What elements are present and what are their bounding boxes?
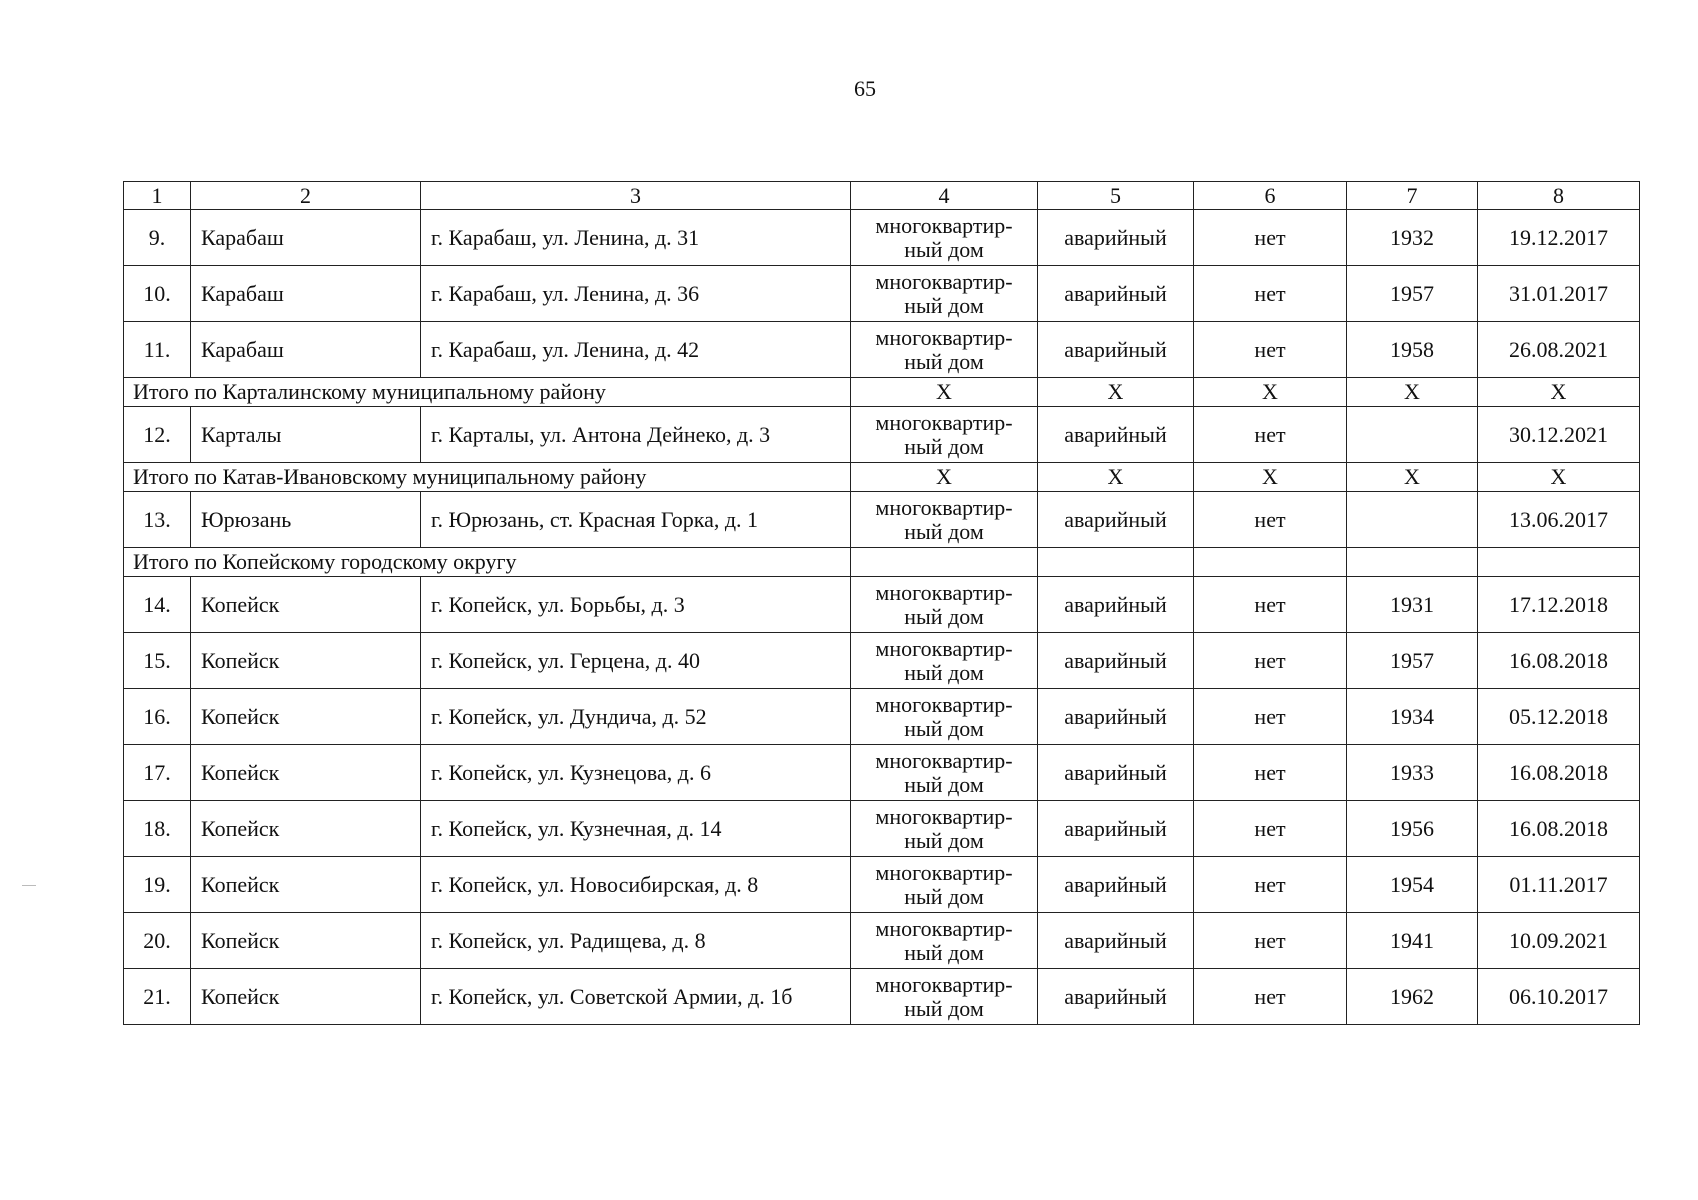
date-cell: 19.12.2017 <box>1478 210 1640 266</box>
settlement-cell: Карталы <box>191 407 421 463</box>
row-number: 11. <box>124 322 191 378</box>
building-type-line: ный дом <box>904 433 984 459</box>
subtotal-mark: X <box>1038 463 1194 492</box>
table-row <box>124 857 1640 913</box>
address-cell: г. Копейск, ул. Борьбы, д. 3 <box>421 577 851 633</box>
row-number: 9. <box>124 210 191 266</box>
address-cell: г. Копейск, ул. Радищева, д. 8 <box>421 913 851 969</box>
building-type-line: ный дом <box>904 603 984 629</box>
subtotal-mark <box>1347 548 1478 577</box>
building-type-line: ный дом <box>904 236 984 262</box>
flag-cell: нет <box>1194 689 1347 745</box>
address-cell: г. Карталы, ул. Антона Дейнеко, д. 3 <box>421 407 851 463</box>
building-type-line: многоквартир- <box>875 324 1013 350</box>
address-cell: г. Карабаш, ул. Ленина, д. 31 <box>421 210 851 266</box>
row-number: 13. <box>124 492 191 548</box>
row-number: 12. <box>124 407 191 463</box>
year-cell: 1931 <box>1347 577 1478 633</box>
column-number-cell: 6 <box>1194 182 1347 210</box>
subtotal-mark: X <box>1478 463 1640 492</box>
table-row <box>124 969 1640 1025</box>
address-cell: г. Карабаш, ул. Ленина, д. 42 <box>421 322 851 378</box>
building-type-cell <box>851 407 1038 463</box>
settlement-cell: Копейск <box>191 745 421 801</box>
subtotal-mark: X <box>1347 378 1478 407</box>
flag-cell: нет <box>1194 969 1347 1025</box>
building-type-cell <box>851 689 1038 745</box>
subtotal-row <box>124 463 1640 492</box>
year-cell: 1934 <box>1347 689 1478 745</box>
column-number-cell: 1 <box>124 182 191 210</box>
year-cell <box>1347 407 1478 463</box>
row-number: 16. <box>124 689 191 745</box>
settlement-cell: Юрюзань <box>191 492 421 548</box>
table-row <box>124 407 1640 463</box>
flag-cell: нет <box>1194 492 1347 548</box>
flag-cell: нет <box>1194 913 1347 969</box>
condition-cell: аварийный <box>1038 492 1194 548</box>
date-cell: 06.10.2017 <box>1478 969 1640 1025</box>
settlement-cell: Копейск <box>191 969 421 1025</box>
margin-mark <box>22 885 36 886</box>
settlement-cell: Карабаш <box>191 322 421 378</box>
row-number: 20. <box>124 913 191 969</box>
date-cell: 17.12.2018 <box>1478 577 1640 633</box>
date-cell: 26.08.2021 <box>1478 322 1640 378</box>
date-cell: 05.12.2018 <box>1478 689 1640 745</box>
condition-cell: аварийный <box>1038 969 1194 1025</box>
flag-cell: нет <box>1194 322 1347 378</box>
flag-cell: нет <box>1194 857 1347 913</box>
flag-cell: нет <box>1194 801 1347 857</box>
date-cell: 16.08.2018 <box>1478 633 1640 689</box>
subtotal-label: Итого по Копейскому городскому округу <box>124 548 851 577</box>
building-type-cell <box>851 322 1038 378</box>
building-type-line: многоквартир- <box>875 747 1013 773</box>
flag-cell: нет <box>1194 745 1347 801</box>
year-cell: 1932 <box>1347 210 1478 266</box>
building-type-line: ный дом <box>904 883 984 909</box>
row-number: 14. <box>124 577 191 633</box>
address-cell: г. Копейск, ул. Герцена, д. 40 <box>421 633 851 689</box>
building-type-cell <box>851 492 1038 548</box>
settlement-cell: Карабаш <box>191 266 421 322</box>
row-number: 17. <box>124 745 191 801</box>
building-type-line: многоквартир- <box>875 859 1013 885</box>
settlement-cell: Копейск <box>191 913 421 969</box>
address-cell: г. Копейск, ул. Советской Армии, д. 1б <box>421 969 851 1025</box>
date-cell: 10.09.2021 <box>1478 913 1640 969</box>
subtotal-mark: X <box>1478 378 1640 407</box>
address-cell: г. Юрюзань, ст. Красная Горка, д. 1 <box>421 492 851 548</box>
flag-cell: нет <box>1194 407 1347 463</box>
condition-cell: аварийный <box>1038 210 1194 266</box>
subtotal-row <box>124 548 1640 577</box>
subtotal-mark: X <box>1194 378 1347 407</box>
condition-cell: аварийный <box>1038 407 1194 463</box>
condition-cell: аварийный <box>1038 857 1194 913</box>
column-number-cell: 3 <box>421 182 851 210</box>
building-type-cell <box>851 210 1038 266</box>
row-number: 18. <box>124 801 191 857</box>
year-cell: 1954 <box>1347 857 1478 913</box>
flag-cell: нет <box>1194 577 1347 633</box>
row-number: 19. <box>124 857 191 913</box>
condition-cell: аварийный <box>1038 266 1194 322</box>
table-row <box>124 266 1640 322</box>
building-type-line: ный дом <box>904 518 984 544</box>
condition-cell: аварийный <box>1038 633 1194 689</box>
date-cell: 16.08.2018 <box>1478 801 1640 857</box>
building-type-line: ный дом <box>904 827 984 853</box>
building-type-cell <box>851 266 1038 322</box>
building-type-line: многоквартир- <box>875 691 1013 717</box>
condition-cell: аварийный <box>1038 689 1194 745</box>
building-type-line: ный дом <box>904 995 984 1021</box>
subtotal-mark: X <box>1194 463 1347 492</box>
subtotal-mark <box>1194 548 1347 577</box>
settlement-cell: Копейск <box>191 689 421 745</box>
building-type-line: ный дом <box>904 348 984 374</box>
building-type-cell <box>851 969 1038 1025</box>
column-number-cell: 7 <box>1347 182 1478 210</box>
settlement-cell: Копейск <box>191 633 421 689</box>
year-cell: 1957 <box>1347 633 1478 689</box>
date-cell: 30.12.2021 <box>1478 407 1640 463</box>
housing-table <box>123 181 1640 1025</box>
subtotal-mark: X <box>1038 378 1194 407</box>
year-cell: 1933 <box>1347 745 1478 801</box>
building-type-line: ный дом <box>904 771 984 797</box>
condition-cell: аварийный <box>1038 801 1194 857</box>
building-type-line: многоквартир- <box>875 409 1013 435</box>
column-number-cell: 8 <box>1478 182 1640 210</box>
subtotal-mark <box>1038 548 1194 577</box>
building-type-line: многоквартир- <box>875 212 1013 238</box>
building-type-line: ный дом <box>904 939 984 965</box>
row-number: 15. <box>124 633 191 689</box>
condition-cell: аварийный <box>1038 577 1194 633</box>
subtotal-mark <box>851 548 1038 577</box>
subtotal-mark: X <box>1347 463 1478 492</box>
year-cell: 1958 <box>1347 322 1478 378</box>
subtotal-row <box>124 378 1640 407</box>
building-type-line: многоквартир- <box>875 915 1013 941</box>
condition-cell: аварийный <box>1038 745 1194 801</box>
settlement-cell: Копейск <box>191 801 421 857</box>
date-cell: 13.06.2017 <box>1478 492 1640 548</box>
row-number: 10. <box>124 266 191 322</box>
table-row <box>124 210 1640 266</box>
address-cell: г. Копейск, ул. Дундича, д. 52 <box>421 689 851 745</box>
condition-cell: аварийный <box>1038 322 1194 378</box>
table-row <box>124 913 1640 969</box>
subtotal-mark: X <box>851 378 1038 407</box>
subtotal-label: Итого по Катав-Ивановскому муниципальному району <box>124 463 851 492</box>
date-cell: 16.08.2018 <box>1478 745 1640 801</box>
building-type-line: многоквартир- <box>875 579 1013 605</box>
table-row <box>124 745 1640 801</box>
building-type-cell <box>851 857 1038 913</box>
building-type-line: многоквартир- <box>875 268 1013 294</box>
building-type-line: многоквартир- <box>875 971 1013 997</box>
year-cell <box>1347 492 1478 548</box>
year-cell: 1956 <box>1347 801 1478 857</box>
flag-cell: нет <box>1194 266 1347 322</box>
flag-cell: нет <box>1194 210 1347 266</box>
column-number-row <box>124 182 1640 210</box>
table-row <box>124 633 1640 689</box>
building-type-line: многоквартир- <box>875 803 1013 829</box>
building-type-line: ный дом <box>904 659 984 685</box>
year-cell: 1962 <box>1347 969 1478 1025</box>
building-type-line: ный дом <box>904 715 984 741</box>
table-row <box>124 492 1640 548</box>
table-row <box>124 689 1640 745</box>
building-type-cell <box>851 745 1038 801</box>
flag-cell: нет <box>1194 633 1347 689</box>
address-cell: г. Копейск, ул. Новосибирская, д. 8 <box>421 857 851 913</box>
page-number: 65 <box>854 76 876 101</box>
table-row <box>124 322 1640 378</box>
year-cell: 1957 <box>1347 266 1478 322</box>
building-type-line: ный дом <box>904 292 984 318</box>
settlement-cell: Карабаш <box>191 210 421 266</box>
subtotal-mark <box>1478 548 1640 577</box>
address-cell: г. Копейск, ул. Кузнечная, д. 14 <box>421 801 851 857</box>
address-cell: г. Копейск, ул. Кузнецова, д. 6 <box>421 745 851 801</box>
subtotal-label: Итого по Карталинскому муниципальному району <box>124 378 851 407</box>
row-number: 21. <box>124 969 191 1025</box>
subtotal-mark: X <box>851 463 1038 492</box>
building-type-line: многоквартир- <box>875 635 1013 661</box>
building-type-cell <box>851 633 1038 689</box>
table-row <box>124 577 1640 633</box>
address-cell: г. Карабаш, ул. Ленина, д. 36 <box>421 266 851 322</box>
date-cell: 31.01.2017 <box>1478 266 1640 322</box>
column-number-cell: 4 <box>851 182 1038 210</box>
year-cell: 1941 <box>1347 913 1478 969</box>
building-type-cell <box>851 577 1038 633</box>
building-type-line: многоквартир- <box>875 494 1013 520</box>
table-row <box>124 801 1640 857</box>
settlement-cell: Копейск <box>191 857 421 913</box>
building-type-cell <box>851 801 1038 857</box>
table-body <box>124 182 1640 1025</box>
building-type-cell <box>851 913 1038 969</box>
condition-cell: аварийный <box>1038 913 1194 969</box>
settlement-cell: Копейск <box>191 577 421 633</box>
date-cell: 01.11.2017 <box>1478 857 1640 913</box>
column-number-cell: 2 <box>191 182 421 210</box>
column-number-cell: 5 <box>1038 182 1194 210</box>
